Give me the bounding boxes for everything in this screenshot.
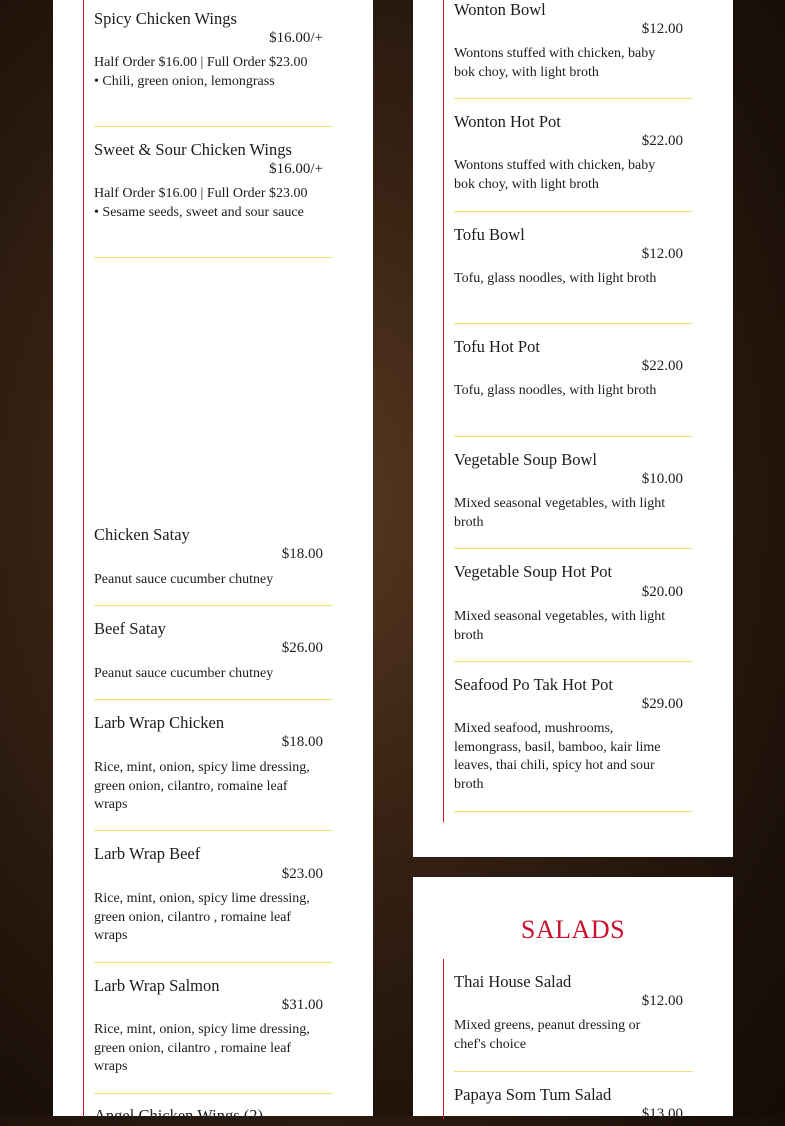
item-divider: [94, 1093, 333, 1094]
item-divider: [454, 548, 693, 549]
menu-item: [454, 0, 693, 98]
item-price: $16.00/+: [269, 30, 323, 46]
menu-item: [94, 1106, 333, 1125]
menu-item: [94, 844, 333, 962]
menu-list-soups: [443, 0, 694, 822]
menu-card-left: [53, 0, 373, 1125]
item-price: $18.00: [281, 734, 323, 750]
item-divider: [454, 323, 693, 324]
menu-list-salads: [443, 959, 694, 1122]
menu-item: [454, 562, 693, 661]
menu-item: [454, 450, 693, 548]
menu-item: [454, 337, 693, 436]
item-price: $29.00: [641, 696, 683, 712]
item-price: $23.00: [281, 866, 323, 882]
item-description: Wontons stuffed with chicken, baby bok choy, with light broth: [454, 46, 656, 80]
menu-card-soups: [413, 0, 733, 857]
item-description: Rice, mint, onion, spicy lime dressing, green onion, cilantro , romaine leaf wraps: [94, 891, 310, 944]
item-name: Wonton Bowl: [454, 0, 546, 19]
item-description: Half Order $16.00 | Full Order $23.00 • Chili, green onion, lemongrass: [94, 55, 308, 89]
item-divider: [454, 811, 693, 812]
menu-item: [454, 225, 693, 323]
item-description: Peanut sauce cucumber chutney: [94, 572, 274, 587]
item-description: Tofu, glass noodles, with light broth: [454, 271, 657, 286]
section-heading-salads: SALADS: [520, 915, 626, 944]
item-name: Larb Wrap Chicken: [94, 713, 225, 732]
item-description: Half Order $16.00 | Full Order $23.00 • Sesame seeds, sweet and sour sauce: [94, 186, 308, 220]
item-name: Tofu Hot Pot: [454, 337, 540, 356]
item-name: Vegetable Soup Bowl: [454, 450, 597, 469]
item-divider: [454, 98, 693, 99]
item-price: $12.00: [641, 246, 683, 262]
menu-item: [454, 1085, 693, 1122]
menu-item: [94, 713, 333, 830]
item-name: Larb Wrap Salmon: [94, 976, 220, 995]
item-description: Mixed seafood, mushrooms, lemongrass, basil, bamboo, kair lime leaves, thai chili, spicy hot and sour broth: [454, 721, 661, 792]
item-name: Seafood Po Tak Hot Pot: [454, 675, 613, 694]
item-price: $31.00: [281, 997, 323, 1013]
item-name: Beef Satay: [94, 619, 166, 638]
item-divider: [94, 257, 333, 258]
menu-item: [454, 972, 693, 1071]
item-divider: [94, 830, 333, 831]
item-description: Wontons stuffed with chicken, baby bok choy, with light broth: [454, 158, 656, 192]
menu-item: [94, 140, 333, 257]
item-price: $22.00: [641, 358, 683, 374]
item-divider: [454, 661, 693, 662]
item-name: Thai House Salad: [454, 972, 572, 991]
item-divider: [94, 962, 333, 963]
menu-item: [94, 976, 333, 1093]
item-description: Mixed greens, peanut dressing or chef's choice: [454, 1018, 641, 1052]
item-name: Tofu Bowl: [454, 225, 525, 244]
item-description: Mixed seasonal vegetables, with light broth: [454, 609, 666, 643]
item-name: Angel Chicken Wings (2): [94, 1106, 264, 1125]
item-price: $13.00: [641, 1106, 683, 1122]
menu-card-salads: [413, 877, 733, 1122]
item-price: $12.00: [641, 993, 683, 1009]
menu-item: [94, 9, 333, 126]
item-name: Chicken Satay: [94, 525, 190, 544]
item-name: Sweet & Sour Chicken Wings: [94, 140, 292, 159]
item-divider: [454, 1071, 693, 1072]
item-name: Wonton Hot Pot: [454, 112, 561, 131]
item-name: Spicy Chicken Wings: [94, 9, 237, 28]
item-price: $26.00: [281, 640, 323, 656]
item-divider: [94, 605, 333, 606]
item-price: $10.00: [641, 471, 683, 487]
menu-list-left: [83, 0, 334, 1125]
menu-item: [454, 112, 693, 211]
item-description: Rice, mint, onion, spicy lime dressing, green onion, cilantro , romaine leaf wraps: [94, 1022, 310, 1075]
item-description: Peanut sauce cucumber chutney: [94, 666, 274, 681]
item-description: Tofu, glass noodles, with light broth: [454, 383, 657, 398]
menu-item: [454, 675, 693, 811]
menu-item: [94, 525, 333, 605]
item-divider: [454, 211, 693, 212]
item-price: $16.00/+: [269, 161, 323, 177]
item-price: $12.00: [641, 21, 683, 37]
item-description: Rice, mint, onion, spicy lime dressing, green onion, cilantro, romaine leaf wraps: [94, 760, 310, 813]
item-description: Mixed seasonal vegetables, with light broth: [454, 496, 666, 530]
item-divider: [94, 699, 333, 700]
item-price: $18.00: [281, 546, 323, 562]
item-price: $20.00: [641, 584, 683, 600]
menu-item: [94, 619, 333, 699]
item-name: Papaya Som Tum Salad: [454, 1085, 612, 1104]
item-name: Larb Wrap Beef: [94, 844, 201, 863]
item-name: Vegetable Soup Hot Pot: [454, 562, 613, 581]
item-divider: [454, 436, 693, 437]
item-price: $22.00: [641, 133, 683, 149]
item-divider: [94, 126, 333, 127]
